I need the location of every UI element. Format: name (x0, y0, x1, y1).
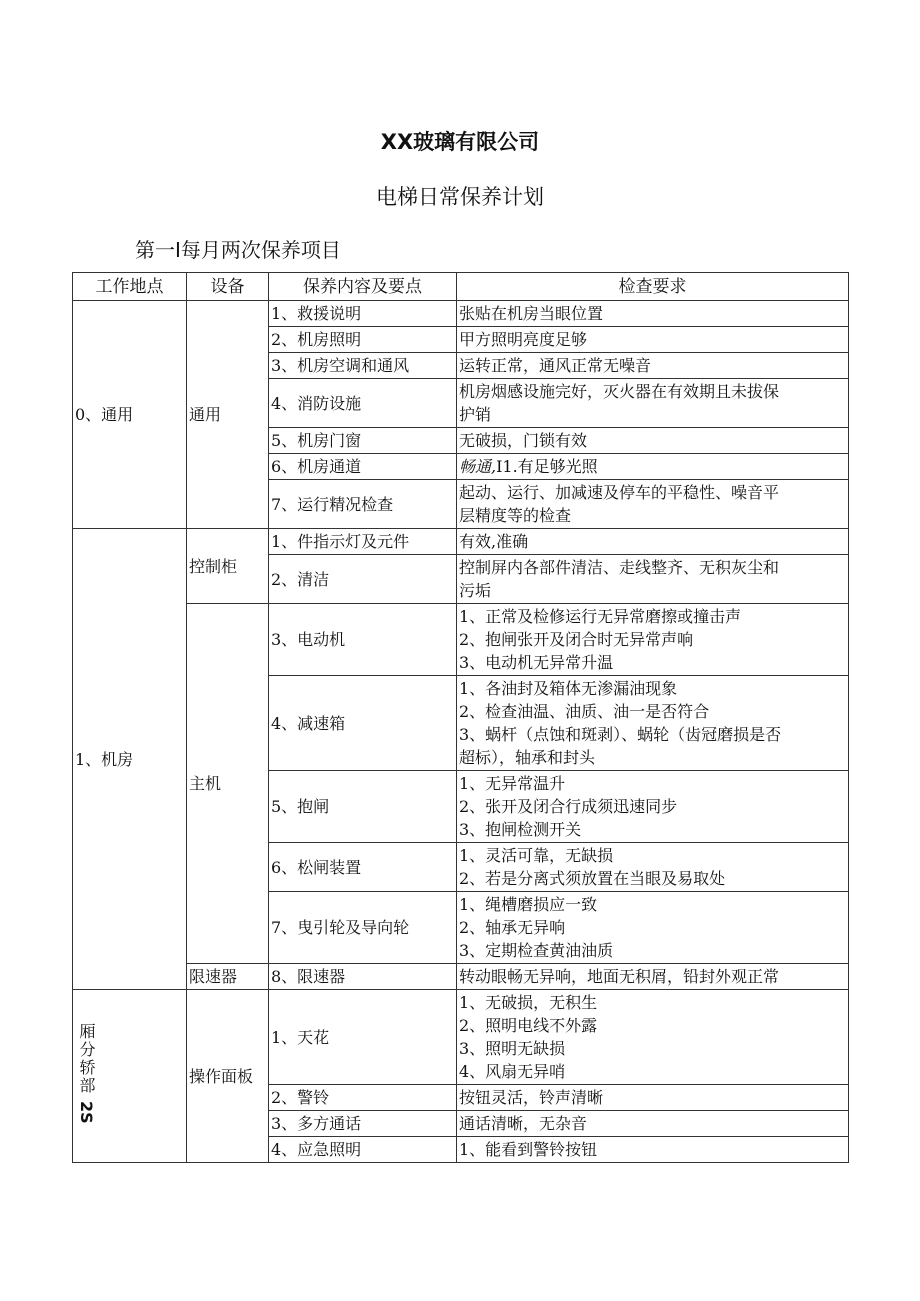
device-cell: 限速器 (187, 964, 269, 990)
location-cell: 0、通用 (73, 301, 187, 529)
maintenance-table (72, 272, 849, 1163)
section-title: 第一I每月两次保养项目 (135, 238, 341, 262)
content-cell: 6、松闸装置 (269, 843, 457, 892)
requirement-line: 3、蜗杆（点蚀和斑剥）、蜗轮（齿冠磨损是否 (459, 725, 782, 744)
content-cell: 1、救援说明 (269, 301, 457, 327)
requirement-line: 1、无破损，无积生 (459, 993, 598, 1012)
requirement-italic-text: 畅通, (459, 457, 497, 476)
table-row (73, 301, 849, 327)
requirement-line: 通话清晰，无杂音 (459, 1114, 588, 1133)
content-cell: 2、警铃 (269, 1085, 457, 1111)
requirement-line: 3、电动机无异常升温 (459, 653, 614, 672)
requirement-cell (457, 676, 849, 771)
requirement-line: 控制屏内各部件清洁、走线整齐、无积灰尘和 (459, 558, 780, 577)
requirement-cell (457, 771, 849, 843)
location-cell (73, 990, 187, 1163)
requirement-line: 无破损，门锁有效 (459, 431, 588, 450)
company-title: XX玻璃有限公司 (380, 130, 540, 154)
requirement-line: 3、定期检查黄油油质 (459, 941, 614, 960)
requirement-cell (457, 990, 849, 1085)
requirement-cell (457, 1111, 849, 1137)
requirement-line: 1、灵活可靠，无缺损 (459, 846, 614, 865)
requirement-text: I1.有足够光照 (496, 457, 598, 476)
requirement-cell (457, 480, 849, 529)
requirement-cell (457, 301, 849, 327)
requirement-line: 1、无异常温升 (459, 774, 566, 793)
requirement-cell (457, 353, 849, 379)
requirement-cell (457, 892, 849, 964)
content-cell: 5、抱闸 (269, 771, 457, 843)
header-location: 工作地点 (73, 273, 187, 301)
requirement-line: 转动眼畅无异响，地面无积屑，铅封外观正常 (459, 967, 780, 986)
table-row (73, 990, 849, 1085)
requirement-line: 1、各油封及箱体无渗漏油现象 (459, 679, 678, 698)
location-vertical-text: 厢分轿部 (77, 1022, 96, 1095)
requirement-cell (457, 454, 849, 480)
content-cell: 4、应急照明 (269, 1137, 457, 1163)
requirement-line: 2、抱闸张开及闭合时无异常声响 (459, 630, 694, 649)
content-cell: 1、天花 (269, 990, 457, 1085)
requirement-line: 护销 (459, 405, 492, 424)
content-cell: 3、多方通话 (269, 1111, 457, 1137)
device-cell: 操作面板 (187, 990, 269, 1163)
requirement-line: 有效,准确 (459, 532, 529, 551)
content-cell: 7、运行精况检查 (269, 480, 457, 529)
requirement-line: 2、照明电线不外露 (459, 1016, 598, 1035)
header-device: 设备 (187, 273, 269, 301)
requirement-line: 2、轴承无异响 (459, 918, 566, 937)
header-content: 保养内容及要点 (269, 273, 457, 301)
requirement-line: 3、抱闸检测开关 (459, 820, 582, 839)
content-cell: 4、消防设施 (269, 379, 457, 428)
location-cell: 1、机房 (73, 529, 187, 990)
content-cell: 5、机房门窗 (269, 428, 457, 454)
requirement-cell (457, 843, 849, 892)
content-cell: 7、曳引轮及导向轮 (269, 892, 457, 964)
requirement-cell (457, 964, 849, 990)
content-cell: 2、清洁 (269, 555, 457, 604)
requirement-line: 机房烟感设施完好，灭火器在有效期且未拔保 (459, 382, 780, 401)
requirement-line: 污垢 (459, 581, 492, 600)
content-cell: 3、机房空调和通风 (269, 353, 457, 379)
location-sideways-text: 2S (77, 1100, 96, 1124)
requirement-line: 起动、运行、加减速及停车的平稳性、噪音平 (459, 483, 780, 502)
requirement-cell (457, 555, 849, 604)
requirement-line: 张贴在机房当眼位置 (459, 304, 604, 323)
requirement-line: 2、检查油温、油质、油一是否符合 (459, 702, 710, 721)
table-row (73, 604, 849, 676)
requirement-line: 运转正常，通风正常无噪音 (459, 356, 652, 375)
device-cell: 控制柜 (187, 529, 269, 604)
requirement-line: 层精度等的检查 (459, 506, 572, 525)
content-cell: 2、机房照明 (269, 327, 457, 353)
requirement-line: 按钮灵活，铃声清晰 (459, 1088, 604, 1107)
requirement-line: 1、正常及检修运行无异常磨擦或撞击声 (459, 607, 742, 626)
requirement-cell (457, 379, 849, 428)
requirement-cell (457, 428, 849, 454)
content-cell: 1、件指示灯及元件 (269, 529, 457, 555)
requirement-cell (457, 1137, 849, 1163)
requirement-cell (457, 327, 849, 353)
header-requirement: 检查要求 (457, 273, 849, 301)
content-cell: 3、电动机 (269, 604, 457, 676)
requirement-line: 2、若是分离式须放置在当眼及易取处 (459, 869, 726, 888)
requirement-line: 3、照明无缺损 (459, 1039, 566, 1058)
requirement-line: 2、张开及闭合行成须迅速同步 (459, 797, 678, 816)
requirement-cell (457, 604, 849, 676)
table-row (73, 529, 849, 555)
device-cell: 主机 (187, 604, 269, 964)
table-header-row (73, 273, 849, 301)
requirement-line: 1、绳槽磨损应一致 (459, 895, 598, 914)
requirement-line: 超标），轴承和封头 (459, 748, 596, 767)
requirement-cell (457, 1085, 849, 1111)
content-cell: 6、机房通道 (269, 454, 457, 480)
content-cell: 4、减速箱 (269, 676, 457, 771)
requirement-cell (457, 529, 849, 555)
requirement-line: 1、能看到警铃按钮 (459, 1140, 598, 1159)
plan-title: 电梯日常保养计划 (376, 185, 544, 209)
requirement-line: 甲方照明亮度足够 (459, 330, 588, 349)
table-row (73, 964, 849, 990)
device-cell: 通用 (187, 301, 269, 529)
requirement-line: 4、风扇无异哨 (459, 1062, 566, 1081)
content-cell: 8、限速器 (269, 964, 457, 990)
